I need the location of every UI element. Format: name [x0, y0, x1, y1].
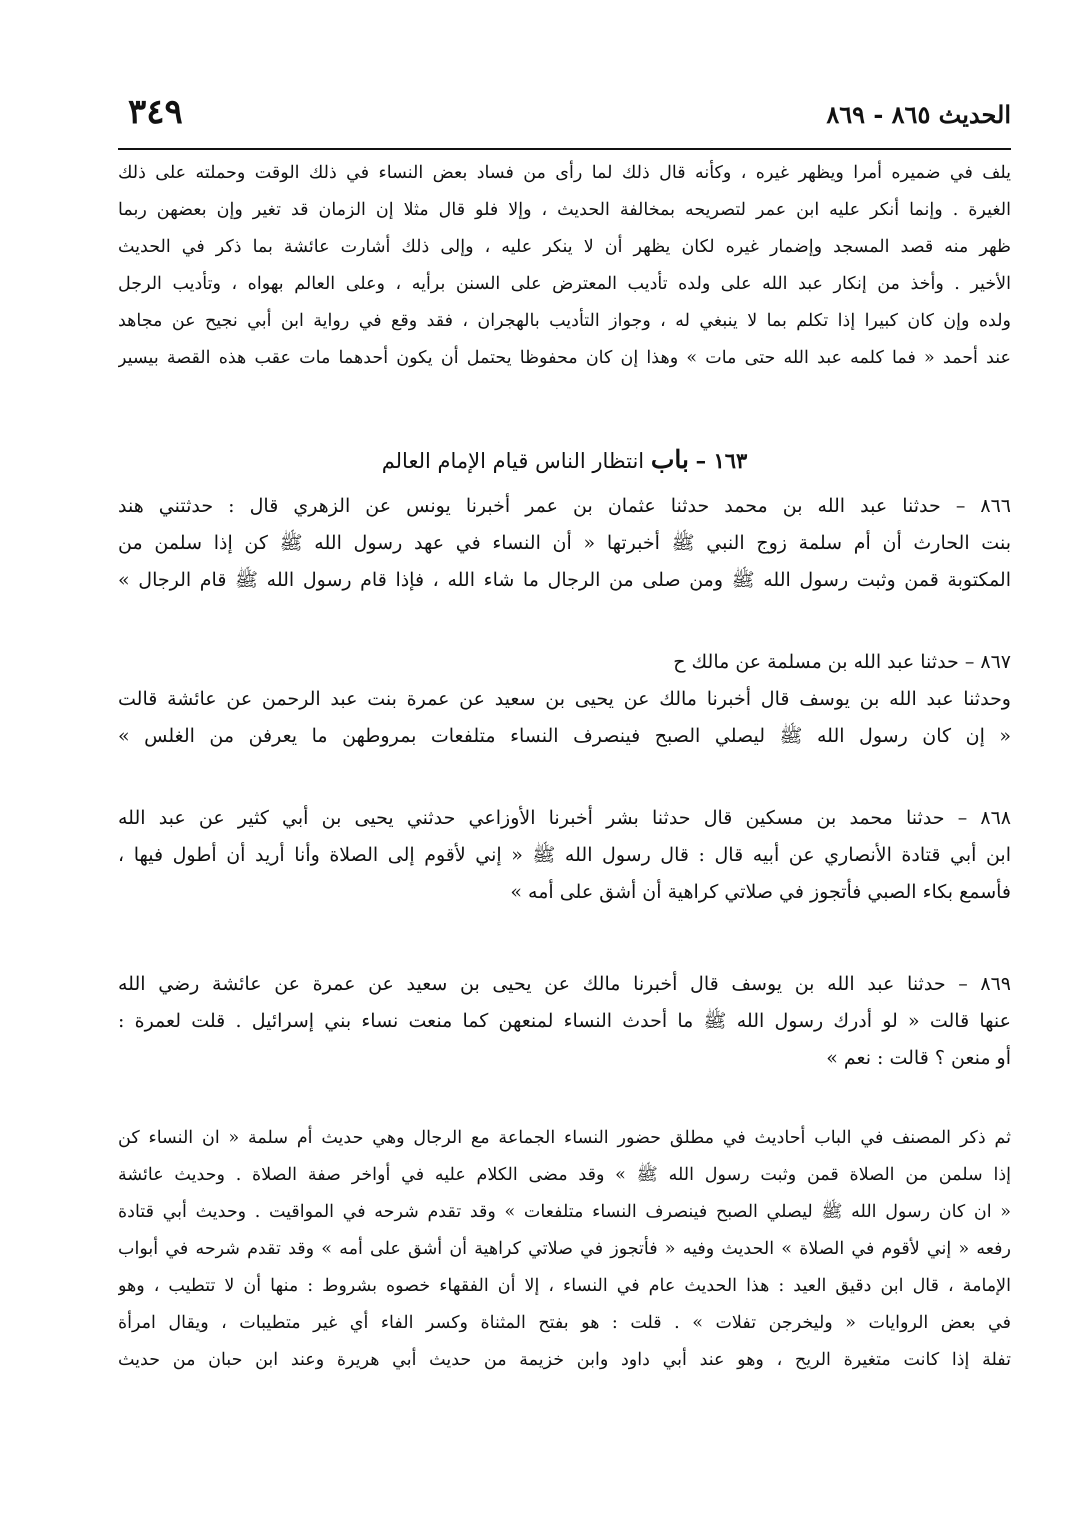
commentary-line: عند أحمد « فما كلمه عبد الله حتى مات » وهذا إن كان محفوظا يحتمل أن يكون أحدهما مات عقب هذه القصة بيسير [118, 348, 1011, 368]
hadith-868 [118, 800, 1011, 911]
commentary-line: تفلة إذا كانت متغيرة الريح ، وهو عند أبي داود وابن خزيمة من حديث أبي هريرة وعند ابن حبان من حديث [118, 1350, 1011, 1370]
commentary-line: الأخير . وأخذ من إنكار عبد الله على ولده تأديب المعترض على السنن برأيه ، وعلى العالم بهواه ، وتأديب الرجل [118, 274, 1011, 294]
header-rule [118, 148, 1011, 150]
hadith-line: ابن أبي قتادة الأنصاري عن أبيه قال : قال رسول الله ﷺ « إني لأقوم إلى الصلاة وأنا أريد أن أطول فيها ، [118, 844, 1011, 866]
hadith-866 [118, 488, 1011, 599]
chapter-number: ١٦٣ – [695, 448, 748, 473]
commentary-bottom [118, 1120, 1011, 1379]
hadith-line: « إن كان رسول الله ﷺ ليصلي الصبح فينصرف النساء متلفعات بمروطهن ما يعرفن من الغلس » [118, 725, 1011, 747]
hadith-line: عنها قالت « لو أدرك رسول الله ﷺ ما أحدث النساء لمنعهن كما منعت نساء بني إسرائيل . قلت لعمرة : [118, 1010, 1011, 1032]
chapter-title: انتظار الناس قيام الإمام العالم [381, 449, 645, 473]
commentary-line: الإمامة ، قال ابن دقيق العيد : هذا الحديث عام في النساء ، إلا أن الفقهاء خصوه بشروط : منها أن لا تتطيب ، وهو [118, 1276, 1011, 1296]
commentary-line: ظهر منه قصد المسجد وإضمار غيره لكان يظهر أن لا ينكر عليه ، وإلى ذلك أشارت عائشة بما ذكر في الحديث [118, 237, 1011, 257]
hadith-line: المكتوبة قمن وثبت رسول الله ﷺ ومن صلى من الرجال ما شاء الله ، فإذا قام رسول الله ﷺ قام الرجال » [118, 569, 1011, 591]
hadith-line: ٨٦٩ – حدثنا عبد الله بن يوسف قال أخبرنا مالك عن يحيى بن سعيد عن عمرة عن عائشة رضي الله [118, 973, 1011, 995]
hadith-line: وحدثنا عبد الله بن يوسف قال أخبرنا مالك عن يحيى بن سعيد عن عمرة بنت عبد الرحمن عن عائشة قالت [118, 688, 1011, 710]
commentary-line: في بعض الروايات « وليخرجن تفلات » . قلت : هو بفتح المثناة وكسر الفاء أي غير متطيبات ، ويقال امرأة [118, 1313, 1011, 1333]
commentary-top [118, 155, 1011, 377]
commentary-line: ثم ذكر المصنف في الباب أحاديث في مطلق حضور النساء الجماعة مع الرجال وهي حديث أم سلمة « ان النساء كن [118, 1128, 1011, 1148]
commentary-line: ولده وإن كان كبيرا إذا تكلم بما لا ينبغي له ، وجواز التأديب بالهجران ، فقد وقع في رواية ابن أبي نجيح عن مجاهد [118, 311, 1011, 331]
commentary-line: « ان كان رسول الله ﷺ ليصلي الصبح فينصرف النساء متلفعات » وقد تقدم شرحه في المواقيت . وحديث أبي قتادة [118, 1202, 1011, 1222]
page-header [118, 92, 1011, 142]
hadith-line: أو منعن ؟ قالت : نعم » [826, 1047, 1011, 1069]
commentary-line: الغيرة . وإنما أنكر عليه ابن عمر لتصريحه بمخالفة الحديث ، وإلا فلو قال مثلا إن الزمان قد تغير وإن بعضهن ربما [118, 200, 1011, 220]
chapter-bab-word: باب [650, 445, 689, 474]
page-number: ٣٤٩ [128, 92, 183, 132]
commentary-line: إذا سلمن من الصلاة قمن وثبت رسول الله ﷺ » وقد مضى الكلام عليه في أواخر صفة الصلاة . وحديث عائشة [118, 1165, 1011, 1185]
hadith-line: ٨٦٨ – حدثنا محمد بن مسكين قال حدثنا بشر أخبرنا الأوزاعي حدثني يحيى بن أبي كثير عن عبد الله [118, 807, 1011, 829]
chapter-heading [118, 442, 1011, 478]
running-title: الحديث ٨٦٥ - ٨٦٩ [826, 100, 1011, 129]
hadith-869 [118, 966, 1011, 1077]
hadith-867 [118, 644, 1011, 755]
hadith-line: فأسمع بكاء الصبي فأتجوز في صلاتي كراهية أن أشق على أمه » [510, 881, 1011, 903]
hadith-line: بنت الحارث أن أم سلمة زوج النبي ﷺ أخبرتها « أن النساء في عهد رسول الله ﷺ كن إذا سلمن من [118, 532, 1011, 554]
hadith-line: ٨٦٦ – حدثنا عبد الله بن محمد حدثنا عثمان بن عمر أخبرنا يونس عن الزهري قال : حدثتني هند [118, 495, 1011, 517]
commentary-line: يلف في ضميره أمرا ويظهر غيره ، وكأنه قال ذلك لما رأى من فساد بعض النساء في ذلك الوقت وحملته على ذلك [118, 163, 1011, 183]
commentary-line: رفعه « إني لأقوم في الصلاة » الحديث وفيه « فأتجوز في صلاتي كراهية أن أشق على أمه » وقد تقدم شرحه في أبواب [118, 1239, 1011, 1259]
hadith-line: ٨٦٧ – حدثنا عبد الله بن مسلمة عن مالك ح [673, 651, 1011, 673]
